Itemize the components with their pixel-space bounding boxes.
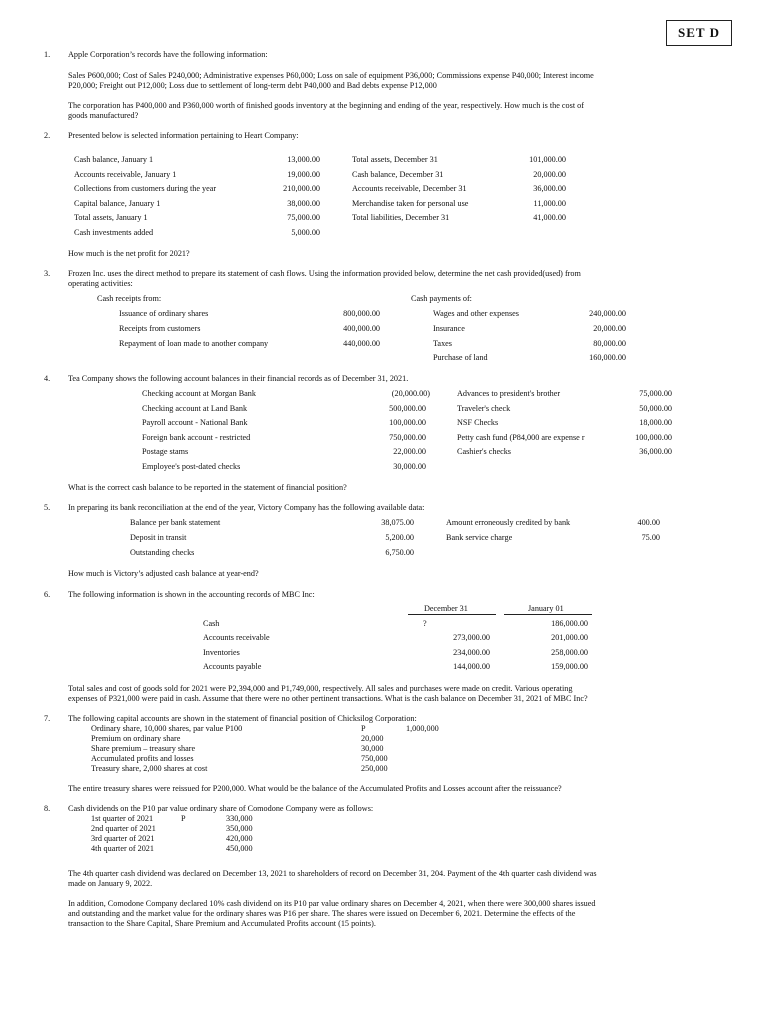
q7-intro: The following capital accounts are shown in the statement of financial position of Chicksilog Corporation:	[68, 714, 417, 723]
q6-header-underline-jan	[504, 614, 592, 615]
q7-row-value: 30,000	[361, 744, 384, 753]
q1-number: 1.	[44, 50, 51, 59]
q7-row-prefix: P	[361, 724, 366, 733]
q6-row-jan: 186,000.00	[551, 619, 588, 628]
q5-left-label: Balance per bank statement	[130, 518, 221, 527]
q2-left-value: 5,000.00	[291, 228, 320, 237]
q2-left-value: 75,000.00	[287, 213, 320, 222]
q8-row-label: 3rd quarter of 2021	[91, 834, 155, 843]
q4-left-value: (20,000.00)	[391, 389, 430, 398]
q8-para2-line2: and outstanding and the market value for the ordinary shares was P16 per share. The shares were issued on December 6, 2021. Determine the effects of the	[68, 909, 576, 918]
q7-row-value: 750,000	[361, 754, 388, 763]
q6-row-dec: ?	[423, 619, 427, 628]
q3-receipt-value: 800,000.00	[343, 309, 380, 318]
q8-row-value: 420,000	[226, 834, 253, 843]
q2-left-label: Accounts receivable, January 1	[74, 170, 177, 179]
q8-number: 8.	[44, 804, 51, 813]
q1-intro: Apple Corporation’s records have the following information:	[68, 50, 268, 59]
q5-intro: In preparing its bank reconciliation at the end of the year, Victory Company has the following available data:	[68, 503, 425, 512]
q1-question-line2: goods manufactured?	[68, 111, 139, 120]
q8-row-value: 450,000	[226, 844, 253, 853]
q3-receipt-value: 400,000.00	[343, 324, 380, 333]
q4-left-label: Checking account at Morgan Bank	[142, 389, 256, 398]
q4-right-label: Traveler's check	[457, 404, 511, 413]
q5-number: 5.	[44, 503, 51, 512]
q2-right-value: 101,000.00	[529, 155, 566, 164]
q8-para1-line1: The 4th quarter cash dividend was declared on December 13, 2021 to shareholders of record on December 31, 204. Payment of the 4th quarter cash dividend was	[68, 869, 597, 878]
q2-left-label: Cash balance, January 1	[74, 155, 154, 164]
q4-right-value: 18,000.00	[639, 418, 672, 427]
q2-left-label: Collections from customers during the year	[74, 184, 217, 193]
q4-right-value: 100,000.00	[635, 433, 672, 442]
q3-payment-label: Purchase of land	[433, 353, 488, 362]
q6-row-dec: 234,000.00	[453, 648, 490, 657]
q3-payment-value: 160,000.00	[589, 353, 626, 362]
q2-left-label: Total assets, January 1	[74, 213, 148, 222]
q7-row-value: 250,000	[361, 764, 388, 773]
q8-row-label: 4th quarter of 2021	[91, 844, 154, 853]
q6-intro: The following information is shown in the accounting records of MBC Inc:	[68, 590, 315, 599]
q2-right-label: Merchandise taken for personal use	[352, 199, 469, 208]
q6-row-label: Cash	[203, 619, 220, 628]
q3-number: 3.	[44, 269, 51, 278]
q4-right-label: Petty cash fund (P84,000 are expense r	[457, 433, 585, 442]
q4-right-value: 75,000.00	[639, 389, 672, 398]
q3-receipt-label: Issuance of ordinary shares	[119, 309, 209, 318]
q6-col-header-dec: December 31	[424, 604, 468, 613]
q2-left-value: 38,000.00	[287, 199, 320, 208]
q4-left-value: 100,000.00	[389, 418, 426, 427]
q5-left-value: 5,200.00	[385, 533, 414, 542]
q1-question-line1: The corporation has P400,000 and P360,000 worth of finished goods inventory at the beginning and ending of the year, respectively. How much is the cost of	[68, 101, 584, 110]
q4-intro: Tea Company shows the following account balances in their financial records as of December 31, 2021.	[68, 374, 409, 383]
q2-left-value: 13,000.00	[287, 155, 320, 164]
q3-intro-line2: operating activities:	[68, 279, 133, 288]
q4-question: What is the correct cash balance to be reported in the statement of financial position?	[68, 483, 347, 492]
q6-row-dec: 273,000.00	[453, 633, 490, 642]
q4-right-label: Cashier's checks	[457, 447, 511, 456]
q2-right-label: Cash balance, December 31	[352, 170, 444, 179]
q2-right-value: 36,000.00	[533, 184, 566, 193]
q2-right-label: Total liabilities, December 31	[352, 213, 450, 222]
q2-right-value: 20,000.00	[533, 170, 566, 179]
q6-text-line2: expenses of P321,000 were paid in cash. Assume that there were no other pertinent transactions. What is the cash balance on December 31, 2021 of MBC Inc?	[68, 694, 588, 703]
q3-payment-label: Wages and other expenses	[433, 309, 519, 318]
q3-receipts-heading: Cash receipts from:	[97, 294, 162, 303]
q2-left-value: 19,000.00	[287, 170, 320, 179]
q2-number: 2.	[44, 131, 51, 140]
q6-row-label: Accounts payable	[203, 662, 262, 671]
q5-right-label: Bank service charge	[446, 533, 513, 542]
q8-row-label: 1st quarter of 2021	[91, 814, 154, 823]
q4-left-label: Postage stams	[142, 447, 189, 456]
q8-intro: Cash dividends on the P10 par value ordinary share of Comodone Company were as follows:	[68, 804, 374, 813]
q4-left-label: Payroll account - National Bank	[142, 418, 248, 427]
q8-para2-line1: In addition, Comodone Company declared 10% cash dividend on its P10 par value ordinary shares on December 4, 2021, when there were 300,000 shares issued	[68, 899, 596, 908]
q5-left-label: Deposit in transit	[130, 533, 187, 542]
q4-left-value: 750,000.00	[389, 433, 426, 442]
q7-row-value: 1,000,000	[406, 724, 439, 733]
q7-row-label: Ordinary share, 10,000 shares, par value P100	[91, 724, 243, 733]
q5-question: How much is Victory’s adjusted cash balance at year-end?	[68, 569, 259, 578]
q4-left-label: Employee's post-dated checks	[142, 462, 241, 471]
q4-number: 4.	[44, 374, 51, 383]
q8-para1-line2: made on January 9, 2022.	[68, 879, 153, 888]
set-label: SET D	[678, 25, 720, 41]
q3-intro-line1: Frozen Inc. uses the direct method to prepare its statement of cash flows. Using the information provided below, determine the net cash provided(used) from	[68, 269, 581, 278]
q4-left-label: Checking account at Land Bank	[142, 404, 248, 413]
q2-left-value: 210,000.00	[283, 184, 320, 193]
q4-right-label: NSF Checks	[457, 418, 499, 427]
q5-right-value: 75.00	[641, 533, 660, 542]
q7-number: 7.	[44, 714, 51, 723]
q6-row-jan: 258,000.00	[551, 648, 588, 657]
q4-right-value: 50,000.00	[639, 404, 672, 413]
q8-row-label: 2nd quarter of 2021	[91, 824, 156, 833]
q2-left-label: Capital balance, January 1	[74, 199, 161, 208]
q7-question: The entire treasury shares were reissued for P200,000. What would be the balance of the Accumulated Profits and Losses account after the reissuance?	[68, 784, 562, 793]
q3-receipt-value: 440,000.00	[343, 339, 380, 348]
q8-row-value: 330,000	[226, 814, 253, 823]
q3-payments-heading: Cash payments of:	[411, 294, 472, 303]
q4-left-label: Foreign bank account - restricted	[142, 433, 251, 442]
q6-row-jan: 159,000.00	[551, 662, 588, 671]
q2-right-label: Accounts receivable, December 31	[352, 184, 467, 193]
q6-col-header-jan: January 01	[528, 604, 564, 613]
q1-data-line1: Sales P600,000; Cost of Sales P240,000; Administrative expenses P60,000; Loss on sale of equipment P36,000; Commissions expense P40,000; Interest income	[68, 71, 594, 80]
q6-number: 6.	[44, 590, 51, 599]
q4-left-value: 30,000.00	[393, 462, 426, 471]
q7-row-label: Treasury share, 2,000 shares at cost	[91, 764, 208, 773]
q7-row-label: Accumulated profits and losses	[91, 754, 194, 763]
q6-header-underline-dec	[408, 614, 496, 615]
q3-payment-value: 80,000.00	[593, 339, 626, 348]
q8-row-value: 350,000	[226, 824, 253, 833]
q5-right-label: Amount erroneously credited by bank	[446, 518, 571, 527]
q6-text-line1: Total sales and cost of goods sold for 2021 were P2,394,000 and P1,749,000, respectively. All sales and purchases were made on credit. Various operating	[68, 684, 573, 693]
q7-row-value: 20,000	[361, 734, 384, 743]
q3-payment-value: 20,000.00	[593, 324, 626, 333]
q2-left-label: Cash investments added	[74, 228, 154, 237]
q5-left-label: Outstanding checks	[130, 548, 195, 557]
q2-question: How much is the net profit for 2021?	[68, 249, 190, 258]
q2-right-value: 41,000.00	[533, 213, 566, 222]
q3-receipt-label: Receipts from customers	[119, 324, 201, 333]
q3-receipt-label: Repayment of loan made to another company	[119, 339, 269, 348]
q3-payment-label: Taxes	[433, 339, 452, 348]
q2-right-value: 11,000.00	[533, 199, 566, 208]
q1-data-line2: P20,000; Freight out P12,000; Loss due to settlement of long-term debt P40,000 and Bad debts expense P12,000	[68, 81, 437, 90]
q8-row-prefix: P	[181, 814, 186, 823]
q6-row-jan: 201,000.00	[551, 633, 588, 642]
q5-right-value: 400.00	[637, 518, 660, 527]
q2-intro: Presented below is selected information pertaining to Heart Company:	[68, 131, 299, 140]
q4-right-label: Advances to president's brother	[457, 389, 561, 398]
q6-row-dec: 144,000.00	[453, 662, 490, 671]
q8-para2-line3: transaction to the Share Capital, Share Premium and Accumulated Profits account (15 points).	[68, 919, 376, 928]
q6-row-label: Accounts receivable	[203, 633, 270, 642]
q3-payment-value: 240,000.00	[589, 309, 626, 318]
q4-left-value: 500,000.00	[389, 404, 426, 413]
q5-left-value: 6,750.00	[385, 548, 414, 557]
q7-row-label: Share premium – treasury share	[91, 744, 196, 753]
q3-payment-label: Insurance	[433, 324, 465, 333]
q7-row-label: Premium on ordinary share	[91, 734, 181, 743]
set-label-box	[666, 20, 732, 46]
q6-row-label: Inventories	[203, 648, 240, 657]
q5-left-value: 38,075.00	[381, 518, 414, 527]
q2-right-label: Total assets, December 31	[352, 155, 438, 164]
q4-left-value: 22,000.00	[393, 447, 426, 456]
q4-right-value: 36,000.00	[639, 447, 672, 456]
